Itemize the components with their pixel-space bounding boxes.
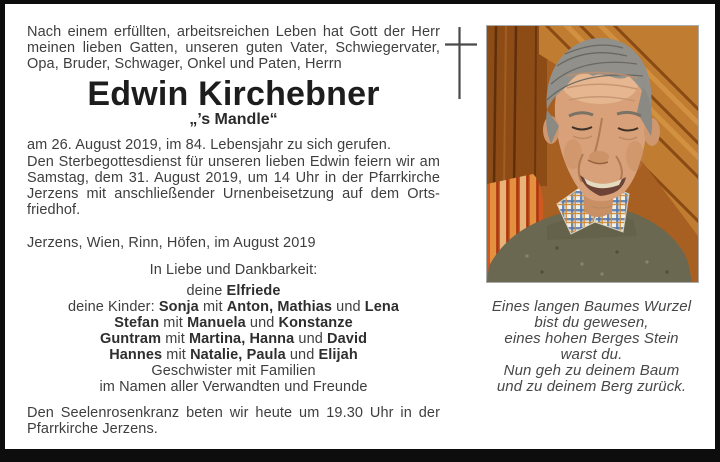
memorial-verse: Eines langen Baumes Wurzel bist du gewesen, eines hohen Berges Stein warst du. Nun geh zu deinem Baum und zu deinem Berg zurück. bbox=[491, 298, 692, 395]
portrait-photo bbox=[486, 25, 699, 283]
deceased-nickname: „’s Mandle“ bbox=[189, 111, 278, 128]
cross-icon bbox=[444, 25, 478, 101]
rosary-paragraph: Den Seelenrosenkranz beten wir heute um 19.30 Uhr in der Pfarrkirche Jerzens. bbox=[27, 405, 440, 437]
notice-paper bbox=[5, 4, 715, 449]
gratitude-heading: In Liebe und Dankbarkeit: bbox=[149, 262, 318, 278]
intro-paragraph: Nach einem erfüllten, arbeitsreichen Leben hat Gott der Herr meinen lieben Gatten, unseren guten Vater, Schwiegervater, Opa, Bruder, Schwager, Onkel und Paten, Herrn bbox=[27, 24, 440, 72]
cross-icon-svg bbox=[444, 25, 478, 101]
service-paragraph: Den Sterbegottesdienst für unseren lieben Edwin feiern wir am Samstag, dem 31. August 2019, um 14 Uhr in der Pfarrkirche Jerzens mit anschließender Urnenbeisetzung auf dem Orts- friedhof. bbox=[27, 154, 440, 218]
death-line: am 26. August 2019, im 84. Lebensjahr zu sich gerufen. bbox=[27, 137, 392, 153]
mourners-list: deine Elfriede deine Kinder: Sonja mit Anton, Mathias und Lena Stefan mit Manuela und Konstanze Guntram mit Martina, Hanna und David Hannes mit Natalie, Paula und Elijah Geschwister mit Familien im Namen aller Verwandten und Freunde bbox=[67, 283, 400, 395]
deceased-name: Edwin Kirchebner bbox=[87, 75, 380, 113]
places-line: Jerzens, Wien, Rinn, Höfen, im August 2019 bbox=[27, 235, 316, 251]
portrait-photo-art bbox=[487, 26, 698, 282]
